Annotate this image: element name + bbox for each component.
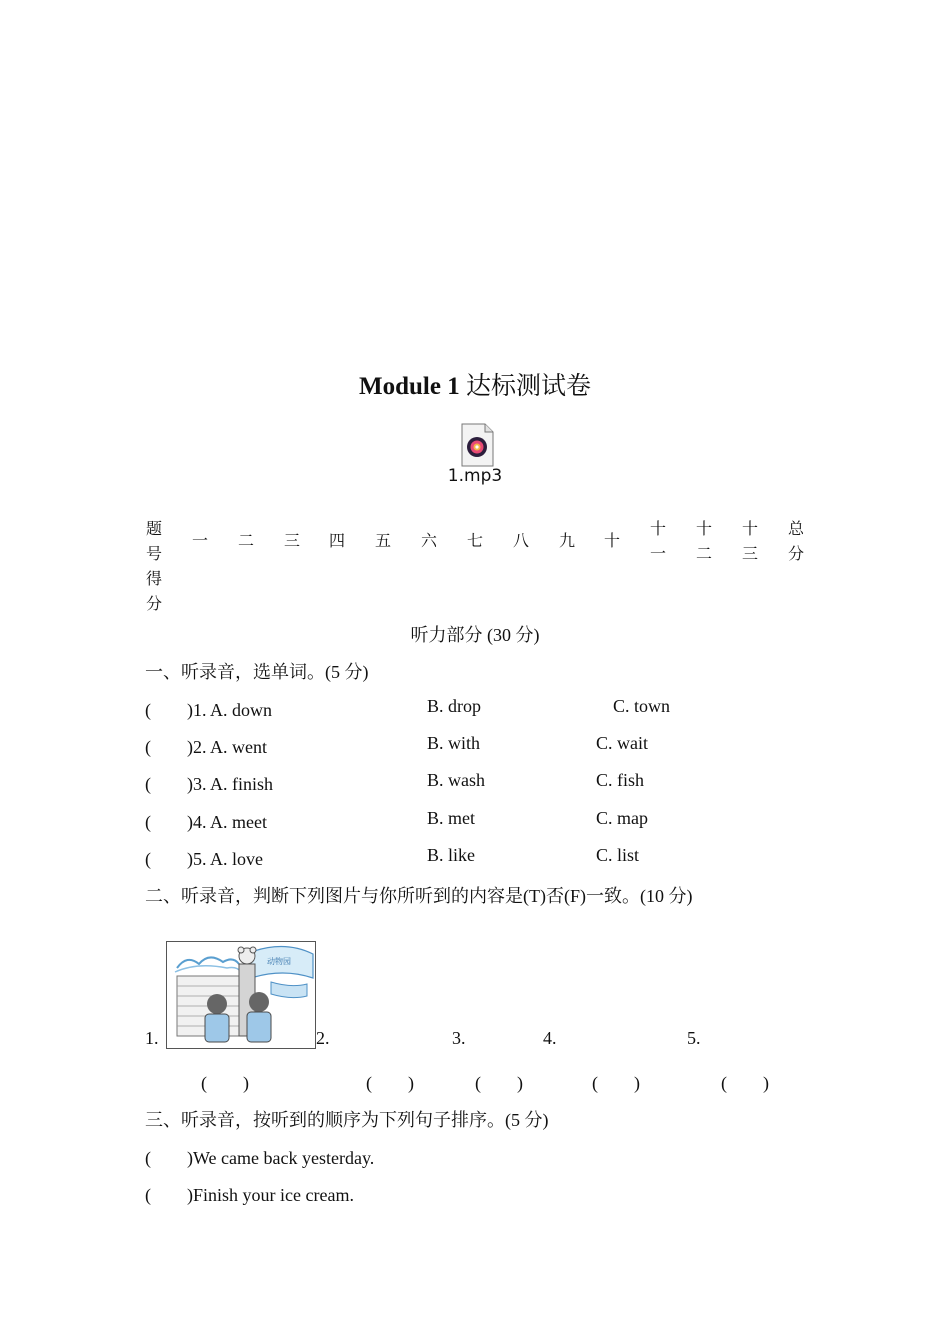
score-col-5: 五 xyxy=(374,531,391,550)
section1-heading: 一、听录音，选单词。(5 分) xyxy=(145,662,369,682)
section1-item-2-option-b: B. with xyxy=(427,733,481,753)
picture-1 xyxy=(166,941,316,1049)
score-col-10: 十 xyxy=(603,531,620,550)
section3-heading: 三、听录音，按听到的顺序为下列句子排序。(5 分) xyxy=(145,1110,549,1130)
score-row-label-1: 题 号 xyxy=(145,519,162,563)
answer-blank-2[interactable]: ( ) xyxy=(366,1073,414,1093)
section1-item-3-stem: ( )3. A. finish xyxy=(145,774,273,794)
section1-item-4-stem: ( )4. A. meet xyxy=(145,812,267,832)
score-table xyxy=(138,516,818,616)
section1-item-3-option-c: C. fish xyxy=(596,770,645,790)
kids-at-zoo-illustration xyxy=(167,942,315,1048)
listening-part-label: 听力部分 (30 分) xyxy=(410,625,540,645)
section1-item-4-option-b: B. met xyxy=(427,808,475,828)
score-col-6: 六 xyxy=(420,531,437,550)
page-title xyxy=(0,366,950,402)
section1-item-2-option-c: C. wait xyxy=(596,733,648,753)
answer-blank-3[interactable]: ( ) xyxy=(475,1073,523,1093)
audio-file-icon[interactable] xyxy=(460,423,495,467)
score-col-3: 三 xyxy=(283,531,300,550)
score-col-1: 一 xyxy=(191,531,208,550)
section2-heading: 二、听录音，判断下列图片与你所听到的内容是(T)否(F)一致。(10 分) xyxy=(145,886,693,906)
section3-item-2: ( )Finish your ice cream. xyxy=(145,1185,354,1205)
answer-blank-4[interactable]: ( ) xyxy=(592,1073,640,1093)
title-chinese: 达标测试卷 xyxy=(465,373,591,400)
score-col-9: 九 xyxy=(558,531,575,550)
picture-number-2: 2. xyxy=(316,1028,330,1048)
section1-item-2-stem: ( )2. A. went xyxy=(145,737,267,757)
section1-item-5-stem: ( )5. A. love xyxy=(145,849,263,869)
score-col-total: 总 分 xyxy=(787,519,804,563)
attachment-filename[interactable]: 1.mp3 xyxy=(447,466,503,486)
svg-text:动物园: 动物园 xyxy=(267,957,291,966)
score-col-12: 十 二 xyxy=(695,519,712,563)
section1-item-4-option-c: C. map xyxy=(596,808,648,828)
score-col-4: 四 xyxy=(328,531,345,550)
score-col-8: 八 xyxy=(512,531,529,550)
section1-item-5-option-b: B. like xyxy=(427,845,475,865)
score-col-7: 七 xyxy=(466,531,483,550)
score-col-2: 二 xyxy=(237,531,254,550)
section1-item-5-option-c: C. list xyxy=(596,845,640,865)
section1-item-1-stem: ( )1. A. down xyxy=(145,700,272,720)
score-row-label-2: 得 分 xyxy=(145,569,162,613)
picture-number-3: 3. xyxy=(452,1028,466,1048)
section1-item-3-option-b: B. wash xyxy=(427,770,485,790)
section1-item-1-option-c: C. town xyxy=(613,696,671,716)
picture-number-4: 4. xyxy=(543,1028,557,1048)
score-col-13: 十 三 xyxy=(741,519,758,563)
score-col-11: 十 一 xyxy=(649,519,666,563)
picture-number-5: 5. xyxy=(687,1028,701,1048)
section3-item-1: ( )We came back yesterday. xyxy=(145,1148,375,1168)
answer-blank-1[interactable]: ( ) xyxy=(201,1073,249,1093)
title-module: Module 1 xyxy=(359,373,460,400)
section1-item-1-option-b: B. drop xyxy=(427,696,481,716)
answer-blank-5[interactable]: ( ) xyxy=(721,1073,769,1093)
picture-number-1: 1. xyxy=(145,1028,159,1048)
